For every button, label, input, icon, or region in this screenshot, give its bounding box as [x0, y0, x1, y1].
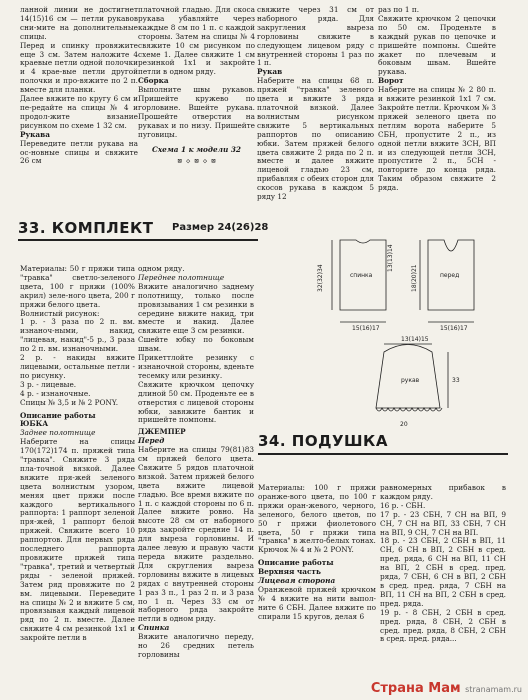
scheme-symbols: ⊠ ◇ ⊠ ◇ ⊠	[177, 156, 216, 165]
section-34-rule	[258, 453, 508, 455]
top-col-2	[138, 6, 255, 165]
section-33-size: Размер 24(26)28	[172, 222, 269, 233]
dim-sleeve-width: 20	[400, 421, 408, 428]
top-col-1-text-b: Переведите петли рукава на ос-новные спицы и свяжите 26 см	[20, 138, 138, 166]
top-col-1-text: ланной линии не достигнет 14(15)16 см — петли рукавов сни-мите на дополнительные спицы. Перед и спинку провяжите еще 3 см. Затем наложите 4 краевые петли одной полочки и 4 крае-вые петли другой полочки и про-вяжите по 2 п. вместе для планки. Далее вяжите по кругу 6 см и пе-редайте на спицы № 4 и продол-жите вязание рисунком по схеме 1 32 см.	[20, 5, 138, 130]
section-33-rule	[18, 239, 258, 241]
sec34-col-a-sub3: Лицевая сторона	[258, 576, 336, 586]
sec33-col-b-sub2: Перед	[138, 436, 165, 446]
sec33-col-a	[20, 265, 135, 643]
top-col-3-text: свяжите через 31 см от наборного ряда. Для закругления выреза горловины свяжите в следующем лицевом ряду с внутренней стороны 1 раз по 1 п.	[257, 5, 374, 68]
sec33-col-b-italic: Переднее полотнище	[138, 272, 225, 282]
pattern-diagram	[300, 232, 510, 432]
top-col-2-text-b: Выполните швы рукавов. Пришейте кружево по горловине. Вшейте рукава. Прошейте отверстия на рукавах и по низу. Пришейте пуговицы.	[138, 85, 255, 139]
sec33-col-a-text: Материалы: 50 г пряжи типа "травка" светло-зеленого цвета, 100 г пряжи (100% акрил) зеле-ного цвета, 200 г пряжи белого цвета. Волнистый рисунок: 1 р. - 3 раза по 2 п. вм. изнаноч-ными, накид, "лицевая, накид"-5 р., 3 раза по 2 п. вм. изнаночными. 2 р. - накиды вяжите лицевыми, остальные петли - по рисунку. 3 р. - лицевые. 4 р. - изнаночные. Спицы № 3,5 и № 2 PONY.	[20, 264, 135, 407]
top-col-4-text: раз по 1 п. Свяжите крючком 2 цепочки по 50 см. Проденьте в каждый рукав по цепочке и пришейте помпоны. Сшейте жакет по плечевым и боковым швам. Вшейте рукава.	[378, 5, 496, 77]
sec34-col-b	[380, 484, 506, 644]
watermark	[371, 681, 522, 696]
watermark-brand: Страна Мам	[370, 681, 461, 696]
watermark-sub: stranamam.ru	[465, 685, 522, 694]
sec34-col-a-sub1: Описание работы	[258, 558, 334, 568]
sec33-col-b-text-a: Вяжите аналогично заднему полотнищу, только после провязывания 1 см резинки в середине вяжите накид, три вместе и накид. Далее свяжите еще 3 см резинки. Сшейте юбку по боковым швам. Прикеттлойте резинку с изнаночной стороны, вденьте тесемку или резинку. Свяжите крючком цепочку длиной 50 см. Проденьте ее в отверстия с лицевой стороны юбки, завяжите бантик и пришейте помпоны.	[138, 281, 254, 425]
sec34-col-a-text: Материалы: 100 г пряжи оранже-вого цвета, по 100 г пряжи оран-жевого, черного, зеленого, белого цветов, по 50 г пряжи фиолетового цвета, 50 г пряжи типа "травка" в желто-белых тонах. Крючок № 4 и № 2 PONY.	[258, 483, 376, 555]
dim-front-height: 18(20)21	[411, 264, 418, 292]
dim-back-width: 15(16)17	[352, 325, 380, 332]
top-col-4	[378, 6, 496, 193]
sec33-col-a-text-b: Наберите на спицы 170(172)174 п. пряжей типа "травка". Свяжите 3 ряда пла-точной вязкой. Далее вяжите пря-жей зеленого цвета волнистым узором, меняя цвет пряжи после каждого вертикального раппорта: 1 раппорт зеленой пря-жей, 1 раппорт белой пряжей. Свяжите всего 10 раппортов. Для первых ряда последнего раппорта провяжите пряжей типа "травка", третий и четвертый ряды - зеленой пряжей. Затем ряд провяжите по 2 вм. лицевыми. Переведите на спицы № 2 и вяжите 5 см, провязывая каждый лицевой ряд по 2 п. вместе. Далее свяжите 4 см резинкой 1х1 и закройте петли в	[20, 437, 135, 643]
top-col-2-text: платочной гладью. Для скоса рукава убавляйте через каждые 8 см по 1 п. с каждой стороны. Затем на спицы № 4 свяжите 10 см рисунком по схеме 1. Далее свяжите 1 см резинкой 1х1 и закройте петли в одном ряду.	[138, 5, 255, 77]
top-col-3-sub: Рукав	[257, 67, 283, 77]
diagram-label-sleeve: рукав	[401, 377, 420, 384]
sec33-col-b-text-c: Вяжите аналогично переду, но 26 средних петель горловины	[138, 632, 254, 659]
sec34-col-a-text-b: Оранжевой пряжей крючком № 4 вяжите на нити выпол-ните 6 СБН. Далее вяжите по спирали 15 кругов, делая 6	[258, 584, 376, 621]
top-col-1	[20, 6, 138, 166]
sec33-col-b-sub: ДЖЕМПЕР	[138, 427, 186, 437]
top-col-3-text-b: Наберите на спицы 68 п. пряжей "травка" зеленого цвета и вяжите 3 ряда платочной вязкой. Далее волнистым рисунком свяжите 5 вертикальных раппортов по описанию юбки. Затем пряжей белого цвета свяжите 2 ряда по 2 п. вместе и далее вяжите лицевой гладью 23 см, прибавляя с обеих сторон для скосов рукава в каждом 5 ряду 12	[257, 76, 374, 202]
dim-armhole: 13(13)14	[387, 244, 394, 272]
dim-sleeve-top: 13(14)15	[401, 336, 429, 343]
dim-sleeve-height: 33	[452, 377, 460, 384]
section-33-title: 33. КОМПЛЕКТ	[18, 219, 154, 237]
diagram-label-back: спинка	[350, 272, 373, 279]
sec33-col-a-sub1: Описание работы	[20, 410, 96, 420]
top-col-4-sub: Ворот	[378, 76, 404, 86]
diagram-label-front: перед	[440, 272, 460, 279]
scheme-caption: Схема 1 к модели 32	[152, 144, 241, 154]
top-col-1-sub: Рукава	[20, 129, 50, 139]
top-col-4-text-b: Наберите на спицы № 2 80 п. и вяжите резинкой 1х1 7 см. Закройте петли. Крючком № 3 пряжей зеленого цвета по петлям ворота наберите 5 СБН, пропустите 2 п., из одной петли вяжите 3СН, ВП и из следующей петли 3СН, пропустите 2 п., 5СН - повторите до конца ряда. Таким образом свяжите 2 ряда.	[378, 85, 496, 193]
sec33-col-a-sub2: ЮБКА	[20, 419, 49, 429]
sec33-col-b	[138, 265, 254, 660]
sec33-col-b-sub3: Спинка	[138, 623, 170, 633]
top-col-3	[257, 6, 374, 202]
section-34-title: 34. ПОДУШКА	[258, 432, 388, 450]
sec34-col-a-sub2: Верхняя часть	[258, 567, 321, 577]
dim-back-height: 32(32)34	[317, 264, 324, 292]
sec33-col-a-italic: Заднее полотнище	[20, 428, 96, 438]
sec33-col-b-text: одном ряду.	[138, 264, 185, 273]
dim-front-width: 15(16)17	[440, 325, 468, 332]
sec33-col-b-text-b: Наберите на спицы 79(81)83 см пряжей белого цвета. Свяжите 5 рядов платочной вязкой. Затем пряжей белого цвета вяжите лицевой гладью. Все время вяжите по 1 п. с каждой стороны по 6 п. Далее вяжите ровно. На высоте 28 см от наборного ряда закройте средние 14 п. для выреза горловины. И далее левую и правую части переда вяжите раздельно. Для скругления выреза горловины вяжите в лицевых рядах с внутренней стороны 1 раз 3 п., 1 раз 2 п. и 3 раза по 1 п. Через 33 см от наборного ряда закройте петли в одном ряду.	[138, 445, 254, 624]
sec34-col-a	[258, 484, 376, 622]
top-col-2-sub: Сборка	[138, 76, 169, 86]
sec34-col-b-text: равномерных прибавок в каждом ряду. 16 р. - СБН. 17 р. - 23 СБН, 7 СН на ВП, 9 СН, 7 СН на ВП, 33 СБН, 7 СН на ВП, 9 СН, 7 СН на ВП. 18 р. - 23 СБН, 2 СБН в ВП, 11 СН, 6 СН в ВП, 2 СБН в сред. пред. ряда, 6 СН на ВП, 11 СН на ВП, 2 СБН в сред. пред. ряда, 7 СБН, 6 СН в ВП, 2 СБН в сред. пред. ряда, 7 СБН на ВП, 11 СН на ВП, 2 СБН в сред. пред. ряда. 19 р. - 8 СБН, 2 СБН в сред. пред. ряда, 8 СБН, 2 СБН в сред. пред. ряда, 8 СБН, 2 СБН в сред. пред. ряда...	[380, 483, 506, 644]
